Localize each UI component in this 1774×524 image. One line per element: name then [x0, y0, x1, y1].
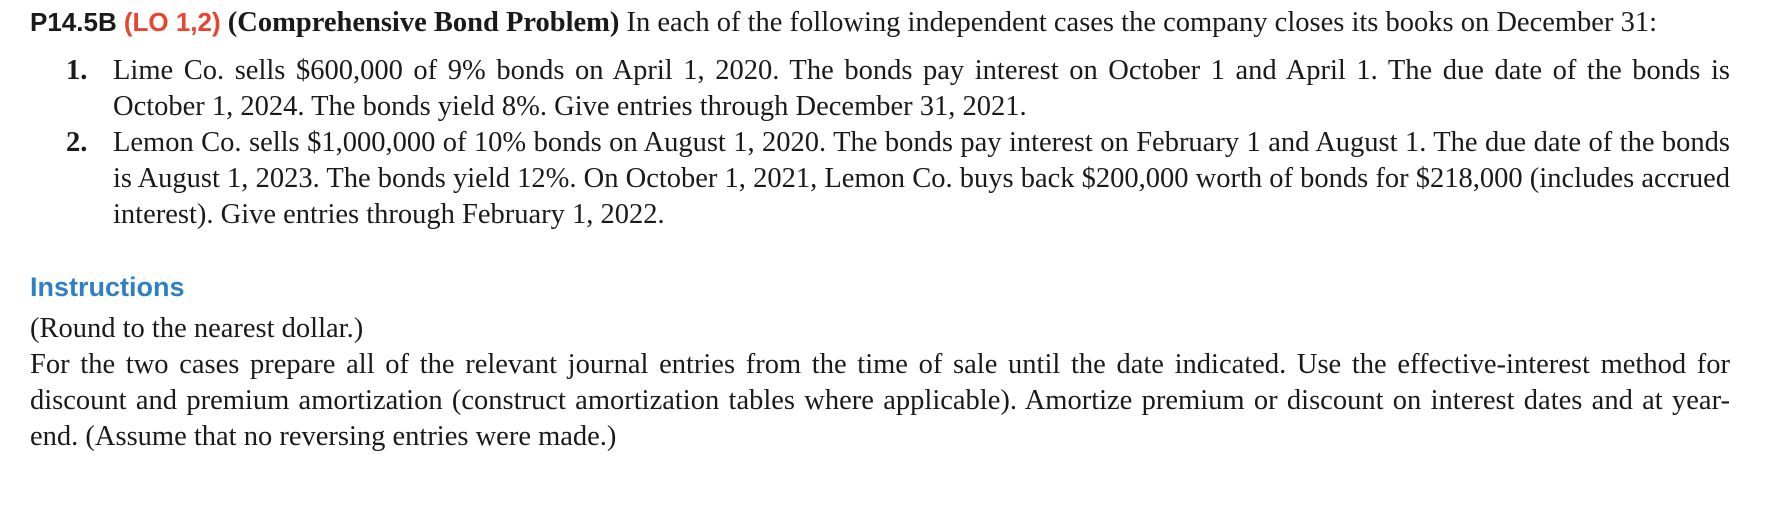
instructions-heading: Instructions [30, 272, 185, 302]
case-item [66, 125, 1730, 233]
instructions-body [30, 311, 1730, 455]
case-number: 1. [66, 55, 88, 86]
case-number: 2. [66, 127, 88, 158]
rounding-note: (Round to the nearest dollar.) [30, 313, 364, 344]
problem-intro: In each of the following independent cases the company closes its books on December 31: [626, 7, 1657, 38]
problem-number: P14.5B [30, 7, 117, 37]
textbook-page [30, 4, 1730, 455]
case-text: Lime Co. sells $600,000 of 9% bonds on April 1, 2020. The bonds pay interest on October 1 and April 1. The due date of the bonds is October 1, 2024. The bonds yield 8%. Give entries through December 31, 2021. [113, 55, 1730, 122]
case-text: Lemon Co. sells $1,000,000 of 10% bonds on August 1, 2020. The bonds pay interest on February 1 and August 1. The due date of the bonds is August 1, 2023. The bonds yield 12%. On October 1, 2021, Lemon Co. buys back $200,000 worth of bonds for $218,000 (includes accrued interest). Give entries through February 1, 2022. [113, 127, 1730, 230]
learning-objectives: (LO 1,2) [123, 7, 221, 37]
case-item [66, 53, 1730, 125]
problem-statement [30, 4, 1730, 41]
problem-title: (Comprehensive Bond Problem) [227, 7, 620, 38]
instructions-text: For the two cases prepare all of the relevant journal entries from the time of sale until the date indicated. Use the effective-interest method for discount and premium amortization (construct amortization tables where applicable). Amortize premium or discount on interest dates and at year-end. (Assume that no reversing entries were made.) [30, 349, 1730, 452]
case-list [30, 53, 1730, 233]
